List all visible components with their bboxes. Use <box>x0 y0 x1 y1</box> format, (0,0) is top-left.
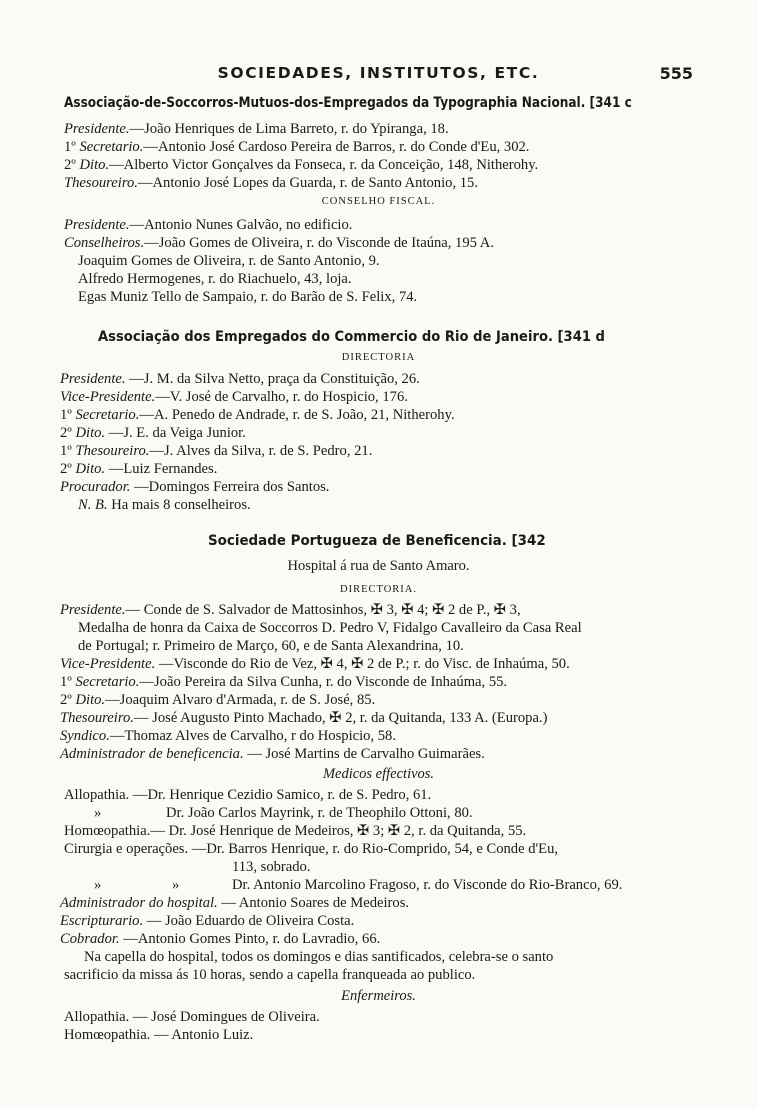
entry-line: Joaquim Gomes de Oliveira, r. de Santo Antonio, 9. <box>78 253 380 269</box>
entry-line: Administrador do hospital. — Antonio Soares de Medeiros. <box>60 895 410 911</box>
entry-line: 1º Secretario.—Antonio José Cardoso Pereira de Barros, r. do Conde d'Eu, 302. <box>64 139 530 155</box>
entry-line: Presidente. —J. M. da Silva Netto, praça da Constituição, 26. <box>60 371 420 387</box>
ditto-mark: » <box>94 805 102 821</box>
hospital-address: Hospital á rua de Santo Amaro. <box>287 558 470 574</box>
sub-heading: DIRECTORIA <box>341 352 416 363</box>
note-line: Na capella do hospital, todos os domingos e dias santificados, celebra-se o santo <box>84 949 554 965</box>
entry-line: Medalha de honra da Caixa de Soccorros D. Pedro V, Fidalgo Cavalleiro da Casa Real <box>78 620 582 636</box>
entry-line: Dr. João Carlos Mayrink, r. de Theophilo Ottoni, 80. <box>166 805 473 821</box>
note-line: sacrificio da missa ás 10 horas, sendo a capella franqueada ao publico. <box>64 967 476 983</box>
sub-heading: Medicos effectivos. <box>322 766 435 782</box>
entry-line: Alfredo Hermogenes, r. do Riachuelo, 43, loja. <box>78 271 352 287</box>
entry-line: Administrador de beneficencia. — José Martins de Carvalho Guimarães. <box>60 746 485 762</box>
entry-line: N. B. Ha mais 8 conselheiros. <box>78 497 251 513</box>
entry-line: Vice-Presidente.—V. José de Carvalho, r. do Hospicio, 176. <box>60 389 408 405</box>
page-header <box>0 64 757 88</box>
entry-line: Dr. Antonio Marcolino Fragoso, r. do Visconde do Rio-Branco, 69. <box>232 877 623 893</box>
page-number: 555 <box>659 64 693 83</box>
entry-line: Thesoureiro.— José Augusto Pinto Machado, ✠ 2, r. da Quitanda, 133 A. (Europa.) <box>60 710 548 726</box>
entry-line: 2º Dito. —Luiz Fernandes. <box>60 461 218 477</box>
sub-heading: Enfermeiros. <box>341 988 416 1004</box>
entry-line: Conselheiros.—João Gomes de Oliveira, r. do Visconde de Itaúna, 195 A. <box>64 235 494 251</box>
section-title: Associação dos Empregados do Commercio do Rio de Janeiro. [341 d <box>98 328 605 345</box>
entry-line: Thesoureiro.—Antonio José Lopes da Guarda, r. de Santo Antonio, 15. <box>64 175 478 191</box>
entry-line: Homœopathia. — Antonio Luiz. <box>64 1027 254 1043</box>
entry-line: de Portugal; r. Primeiro de Março, 60, e de Santa Alexandrina, 10. <box>78 638 464 654</box>
entry-line: Cobrador. —Antonio Gomes Pinto, r. do Lavradio, 66. <box>60 931 381 947</box>
entry-line: 1º Secretario.—A. Penedo de Andrade, r. de S. João, 21, Nitherohy. <box>60 407 455 423</box>
entry-line: 1º Thesoureiro.—J. Alves da Silva, r. de S. Pedro, 21. <box>60 443 373 459</box>
running-title: SOCIEDADES, INSTITUTOS, ETC. <box>217 64 540 82</box>
entry-line: 113, sobrado. <box>232 859 311 875</box>
entry-line: 2º Dito.—Alberto Victor Gonçalves da Fonseca, r. da Conceição, 148, Nitherohy. <box>64 157 539 173</box>
entry-line: 2º Dito. —J. E. da Veiga Junior. <box>60 425 246 441</box>
entry-line: Cirurgia e operações. —Dr. Barros Henrique, r. do Rio-Comprido, 54, e Conde d'Eu, <box>64 841 559 857</box>
entry-line: Escripturario. — João Eduardo de Oliveira Costa. <box>60 913 355 929</box>
entry-line: 1º Secretario.—João Pereira da Silva Cunha, r. do Visconde de Inhaúma, 55. <box>60 674 508 690</box>
entry-line: Presidente.— Conde de S. Salvador de Mattosinhos, ✠ 3, ✠ 4; ✠ 2 de P., ✠ 3, <box>60 602 521 618</box>
sub-heading: CONSELHO FISCAL. <box>321 196 436 207</box>
entry-line: Presidente.—João Henriques de Lima Barreto, r. do Ypiranga, 18. <box>64 121 449 137</box>
entry-line: 2º Dito.—Joaquim Alvaro d'Armada, r. de S. José, 85. <box>60 692 376 708</box>
entry-line: Syndico.—Thomaz Alves de Carvalho, r do Hospicio, 58. <box>60 728 397 744</box>
entry-line: Allopathia. —Dr. Henrique Cezidio Samico, r. de S. Pedro, 61. <box>64 787 432 803</box>
entry-line: Egas Muniz Tello de Sampaio, r. do Barão de S. Felix, 74. <box>78 289 418 305</box>
entry-line: Homœopathia.— Dr. José Henrique de Medeiros, ✠ 3; ✠ 2, r. da Quitanda, 55. <box>64 823 527 839</box>
entry-line: Vice-Presidente. —Visconde do Rio de Vez, ✠ 4, ✠ 2 de P.; r. do Visc. de Inhaúma, 50. <box>60 656 570 672</box>
ditto-mark: » <box>172 877 180 893</box>
ditto-mark: » <box>94 877 102 893</box>
sub-heading: DIRECTORIA. <box>339 584 417 595</box>
section-title: Associação-de-Soccorros-Mutuos-dos-Empregados da Typographia Nacional. [341 c <box>64 94 632 111</box>
entry-line: Presidente.—Antonio Nunes Galvão, no edificio. <box>64 217 353 233</box>
section-title: Sociedade Portugueza de Beneficencia. [342 <box>208 532 546 549</box>
entry-line: Allopathia. — José Domingues de Oliveira. <box>64 1009 320 1025</box>
entry-line: Procurador. —Domingos Ferreira dos Santos. <box>60 479 330 495</box>
